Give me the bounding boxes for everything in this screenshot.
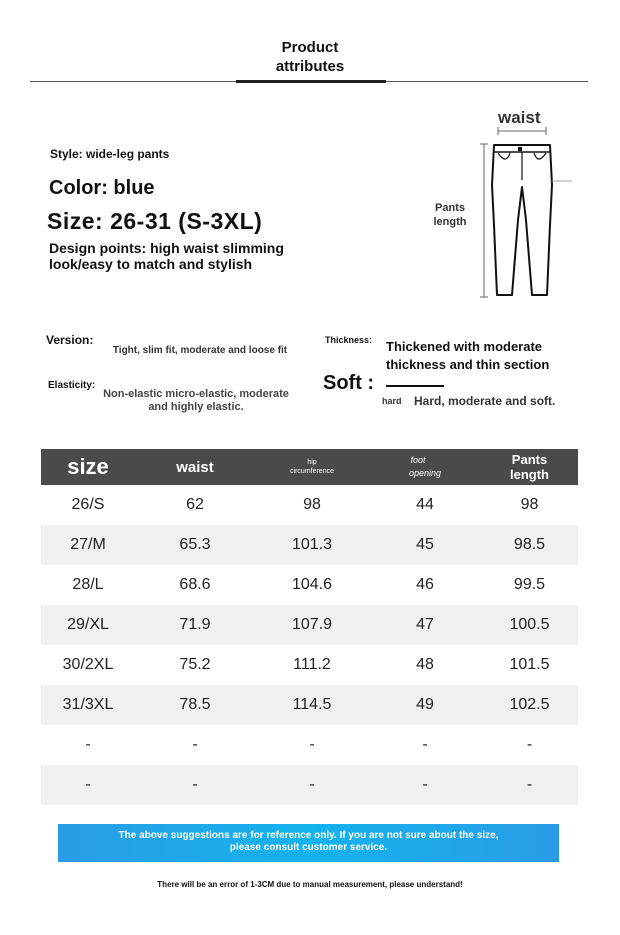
header-hip-line2: circumference xyxy=(290,468,334,475)
cell-hip: 111.2 xyxy=(293,656,331,673)
table-row xyxy=(41,685,578,725)
cell-foot-opening: 44 xyxy=(416,496,434,513)
cell-waist: 68.6 xyxy=(179,576,211,593)
cell-pants-length: 98 xyxy=(520,496,539,513)
cell-size: - xyxy=(85,736,91,753)
style-info: Style: wide-leg pants xyxy=(50,147,170,161)
header-title-line2: attributes xyxy=(275,58,345,75)
elasticity-title: Elasticity: xyxy=(48,380,96,391)
header-hip-line1: hip xyxy=(307,459,317,466)
color-info: Color: blue xyxy=(49,177,155,199)
cell-pants-length: - xyxy=(526,736,533,753)
cell-size: 27/M xyxy=(70,536,106,553)
cell-waist: 62 xyxy=(186,496,204,513)
size-table xyxy=(41,449,578,805)
table-row xyxy=(41,645,578,685)
table-row xyxy=(41,525,578,565)
header-foot-opening xyxy=(369,454,481,480)
cell-hip: 101.3 xyxy=(291,536,333,553)
elasticity-text: Non-elastic micro-elastic, moderate and highly elastic. xyxy=(103,388,289,413)
table-row xyxy=(41,605,578,645)
diagram-length-label xyxy=(424,201,476,229)
hardness-text: Hard, moderate and soft. xyxy=(414,394,556,408)
cell-pants-length: 101.5 xyxy=(509,656,550,673)
cell-waist: 78.5 xyxy=(179,696,211,713)
size-table-header xyxy=(41,449,578,485)
header-length-line2: length xyxy=(510,467,549,482)
cell-waist: 75.2 xyxy=(179,656,211,673)
cell-size: 28/L xyxy=(72,576,104,593)
cell-pants-length: - xyxy=(526,776,533,793)
size-info: Size: 26-31 (S-3XL) xyxy=(47,208,263,234)
design-info: Design points: high waist slimming look/easy to match and stylish xyxy=(49,240,284,272)
header-pants-length xyxy=(481,452,578,482)
cell-hip: - xyxy=(309,736,315,753)
diagram-length-line1: Pants xyxy=(435,202,465,214)
cell-waist: 71.9 xyxy=(179,616,211,633)
cell-foot-opening: - xyxy=(422,776,428,793)
cell-hip: 114.5 xyxy=(292,696,332,713)
footer-note: There will be an error of 1-3CM due to manual measurement, please understand! xyxy=(157,880,463,889)
header-title-line1: Product xyxy=(281,39,339,56)
notice-line1: The above suggestions are for reference only. If you are not sure about the size, xyxy=(118,830,499,841)
page-header xyxy=(0,38,620,76)
cell-hip: 98 xyxy=(303,496,321,513)
cell-waist: 65.3 xyxy=(179,536,211,553)
size-table-body xyxy=(41,485,578,805)
softness-scale-line xyxy=(386,385,444,387)
thickness-title: Thickness: xyxy=(325,335,373,345)
notice-banner xyxy=(58,824,559,862)
cell-size: 30/2XL xyxy=(62,656,114,673)
cell-foot-opening: 49 xyxy=(416,696,434,713)
cell-waist: - xyxy=(192,736,198,753)
header-waist: waist xyxy=(176,458,214,476)
diagram-length-line2: length xyxy=(433,216,467,228)
table-row xyxy=(41,725,578,765)
header-size: size xyxy=(67,454,109,479)
header-hip xyxy=(255,458,369,476)
cell-pants-length: 98.5 xyxy=(513,536,546,553)
cell-foot-opening: 48 xyxy=(416,656,434,673)
cell-pants-length: 100.5 xyxy=(509,616,550,633)
cell-size: 26/S xyxy=(71,496,105,513)
table-row xyxy=(41,565,578,605)
diagram-waist-label: waist xyxy=(498,108,541,127)
cell-hip: - xyxy=(309,776,315,793)
cell-waist: - xyxy=(192,776,198,793)
cell-foot-opening: - xyxy=(422,736,428,753)
cell-hip: 107.9 xyxy=(291,616,333,633)
table-row xyxy=(41,765,578,805)
cell-foot-opening: 46 xyxy=(416,576,434,593)
hard-label: hard xyxy=(382,396,402,406)
cell-pants-length: 99.5 xyxy=(513,576,546,593)
cell-size: 29/XL xyxy=(67,616,109,633)
thickness-text: Thickened with moderate thickness and thin section xyxy=(386,339,550,372)
cell-size: - xyxy=(85,776,91,793)
header-length-line1: Pants xyxy=(511,452,548,467)
cell-pants-length: 102.5 xyxy=(509,696,550,713)
cell-foot-opening: 45 xyxy=(416,536,434,553)
header-foot-line2: opening xyxy=(408,468,442,478)
soft-label: Soft : xyxy=(323,372,375,394)
cell-hip: 104.6 xyxy=(291,576,333,593)
cell-foot-opening: 47 xyxy=(416,616,434,633)
notice-line2: please consult customer service. xyxy=(229,842,388,853)
version-title: Version: xyxy=(46,333,94,347)
table-row xyxy=(41,485,578,525)
cell-size: 31/3XL xyxy=(62,696,114,713)
header-divider-accent xyxy=(236,80,386,83)
header-foot-line1: foot xyxy=(410,455,426,465)
pants-outline-icon xyxy=(480,125,590,300)
version-text: Tight, slim fit, moderate and loose fit xyxy=(112,345,288,356)
